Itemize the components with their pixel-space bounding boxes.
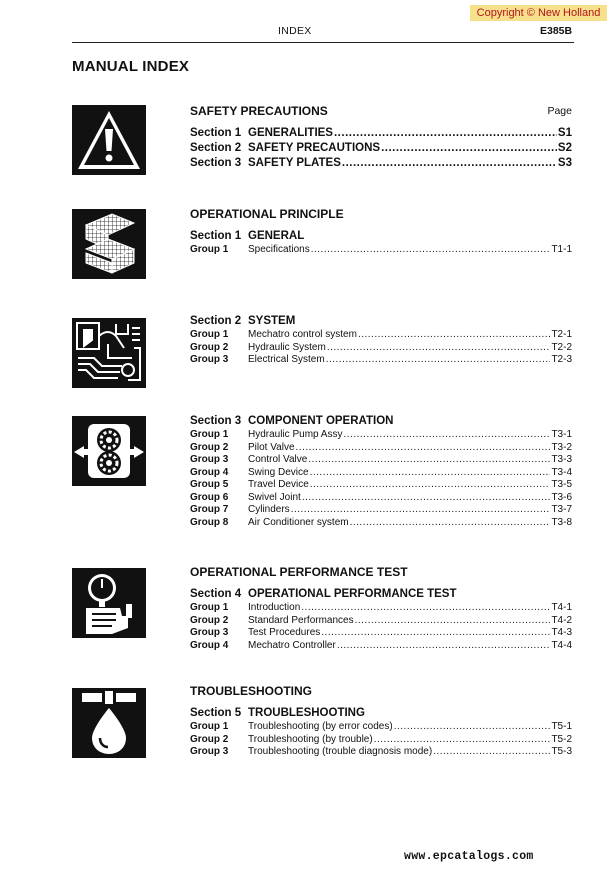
group-name: Cylinders	[248, 504, 290, 515]
section-heading	[190, 587, 572, 602]
leader-dots	[310, 479, 551, 492]
group-label: Group 3	[190, 627, 229, 638]
list-item[interactable]	[190, 156, 572, 171]
group-name: Electrical System	[248, 354, 325, 365]
group-name: Troubleshooting (trouble diagnosis mode)	[248, 746, 433, 757]
section-component-operation	[190, 414, 572, 529]
leader-dots	[301, 602, 550, 615]
chapter-title-text: SAFETY PRECAUTIONS	[190, 104, 328, 118]
leader-dots	[321, 627, 550, 640]
header-index-label: INDEX	[278, 25, 312, 37]
group-name: Travel Device	[248, 479, 309, 490]
list-item[interactable]	[190, 492, 572, 505]
gear-pump-icon	[72, 416, 146, 486]
page-number: T4-4	[551, 639, 572, 651]
gearbox-cube-icon	[72, 209, 146, 279]
group-label: Group 2	[190, 614, 229, 626]
leader-dots	[394, 721, 551, 734]
chapter-safety-precautions	[190, 103, 572, 171]
leader-dots	[311, 244, 551, 257]
page-number: T1-1	[551, 244, 572, 255]
copyright-banner: Copyright © New Holland	[470, 5, 607, 21]
warning-triangle-icon	[72, 105, 146, 175]
group-label: Group 3	[190, 354, 229, 365]
group-label: Group 5	[190, 479, 229, 490]
group-label: Group 8	[190, 516, 229, 528]
group-name: Mechatro Controller	[248, 639, 336, 651]
list-item[interactable]	[190, 627, 572, 640]
hydraulic-circuit-icon	[72, 318, 146, 388]
group-name: Hydraulic System	[248, 341, 326, 353]
group-label: Group 3	[190, 746, 229, 757]
section-label: Section 2	[190, 315, 242, 327]
chapter-operational-performance-test	[190, 564, 572, 652]
leader-dots	[291, 504, 551, 517]
section-name: SAFETY PLATES	[248, 157, 341, 169]
list-item[interactable]	[190, 746, 572, 759]
page-number: S1	[557, 127, 572, 139]
section-label: Section 1	[190, 127, 242, 139]
group-name: Specifications	[248, 244, 310, 255]
group-name: Hydraulic Pump Assy	[248, 429, 343, 440]
group-name: Swivel Joint	[248, 491, 301, 503]
page-number: T3-2	[551, 441, 572, 453]
leader-dots	[358, 329, 551, 342]
page-number: T3-4	[551, 466, 572, 478]
group-name: Air Conditioner system	[248, 516, 349, 528]
group-name: Introduction	[248, 602, 301, 613]
list-item[interactable]	[190, 442, 572, 455]
leader-dots	[302, 492, 551, 505]
section-label: Section 2	[190, 142, 242, 154]
page-number: T3-1	[551, 429, 572, 440]
group-name: Mechatro control system	[248, 329, 357, 340]
leader-dots	[296, 442, 551, 455]
list-item[interactable]	[190, 329, 572, 342]
section-heading	[190, 314, 572, 329]
leader-dots	[343, 429, 550, 442]
leader-dots	[326, 354, 551, 367]
page-number: T3-6	[551, 491, 572, 503]
page-number: S3	[557, 157, 572, 169]
page-number: T4-2	[551, 614, 572, 626]
group-label: Group 1	[190, 602, 229, 613]
pressure-gauge-icon	[72, 568, 146, 638]
section-label: Section 3	[190, 415, 242, 427]
section-heading	[190, 229, 572, 244]
list-item[interactable]	[190, 429, 572, 442]
section-name: GENERAL	[248, 230, 305, 242]
group-name: Standard Performances	[248, 614, 354, 626]
leader-dots	[350, 517, 551, 530]
chapter-title: TROUBLESHOOTING	[190, 684, 312, 698]
page-column-label: Page	[547, 105, 572, 117]
page-number: T3-5	[551, 479, 572, 490]
page-number: S2	[557, 142, 572, 154]
page-number: T2-1	[551, 329, 572, 340]
section-heading	[190, 414, 572, 429]
chapter-title	[190, 103, 572, 119]
list-item[interactable]	[190, 602, 572, 615]
page-number: T5-3	[551, 746, 572, 757]
list-item[interactable]	[190, 640, 572, 653]
page-number: T3-7	[551, 504, 572, 515]
section-label: Section 4	[190, 588, 242, 600]
group-label: Group 1	[190, 329, 229, 340]
list-item[interactable]	[190, 734, 572, 747]
list-item[interactable]	[190, 454, 572, 467]
group-name: Swing Device	[248, 466, 309, 478]
chapter-operational-principle	[190, 206, 572, 257]
list-item[interactable]	[190, 504, 572, 517]
list-item[interactable]	[190, 467, 572, 480]
page-title: MANUAL INDEX	[72, 58, 190, 75]
leader-dots	[327, 342, 551, 355]
leader-dots	[433, 746, 550, 759]
group-name: Test Procedures	[248, 627, 321, 638]
chapter-title: OPERATIONAL PRINCIPLE	[190, 207, 344, 221]
list-item[interactable]	[190, 126, 572, 141]
section-label: Section 3	[190, 157, 242, 169]
group-label: Group 1	[190, 721, 229, 732]
list-item[interactable]	[190, 141, 572, 156]
group-label: Group 4	[190, 639, 229, 651]
group-label: Group 6	[190, 491, 229, 503]
group-label: Group 2	[190, 441, 229, 453]
group-name: Troubleshooting (by trouble)	[248, 733, 373, 745]
list-item[interactable]	[190, 517, 572, 530]
section-heading	[190, 706, 572, 721]
group-label: Group 2	[190, 341, 229, 353]
group-label: Group 2	[190, 733, 229, 745]
leader-dots	[310, 467, 551, 480]
page-number: T4-3	[551, 627, 572, 638]
header-model-label: E385B	[540, 25, 573, 37]
oil-drop-icon	[72, 688, 146, 758]
list-item[interactable]	[190, 244, 572, 257]
page-number: T3-3	[551, 454, 572, 465]
group-name: Pilot Valve	[248, 441, 295, 453]
section-name: SYSTEM	[248, 315, 296, 327]
leader-dots	[342, 156, 557, 171]
group-label: Group 1	[190, 429, 229, 440]
chapter-troubleshooting	[190, 683, 572, 759]
leader-dots	[337, 640, 551, 653]
leader-dots	[374, 734, 551, 747]
page-number: T4-1	[551, 602, 572, 613]
header-rule	[72, 42, 574, 43]
list-item[interactable]	[190, 342, 572, 355]
section-name: SAFETY PRECAUTIONS	[248, 142, 381, 154]
page-number: T2-3	[551, 354, 572, 365]
section-name: TROUBLESHOOTING	[248, 707, 365, 719]
group-label: Group 3	[190, 454, 229, 465]
page-number: T2-2	[551, 341, 572, 353]
chapter-title: OPERATIONAL PERFORMANCE TEST	[190, 565, 408, 579]
section-name: GENERALITIES	[248, 127, 333, 139]
leader-dots	[381, 141, 557, 156]
group-label: Group 4	[190, 466, 229, 478]
group-label: Group 7	[190, 504, 229, 515]
group-label: Group 1	[190, 244, 229, 255]
list-item[interactable]	[190, 615, 572, 628]
group-name: Troubleshooting (by error codes)	[248, 721, 393, 732]
list-item[interactable]	[190, 721, 572, 734]
page-number: T5-2	[551, 733, 572, 745]
section-name: OPERATIONAL PERFORMANCE TEST	[248, 588, 457, 600]
page-number: T3-8	[551, 516, 572, 528]
list-item[interactable]	[190, 479, 572, 492]
section-label: Section 1	[190, 230, 242, 242]
page-number: T5-1	[551, 721, 572, 732]
section-name: COMPONENT OPERATION	[248, 415, 394, 427]
list-item[interactable]	[190, 354, 572, 367]
leader-dots	[308, 454, 550, 467]
section-system	[190, 314, 572, 367]
leader-dots	[334, 126, 557, 141]
leader-dots	[355, 615, 551, 628]
footer-url[interactable]: www.epcatalogs.com	[404, 850, 534, 863]
section-label: Section 5	[190, 707, 242, 719]
group-name: Control Valve	[248, 454, 308, 465]
